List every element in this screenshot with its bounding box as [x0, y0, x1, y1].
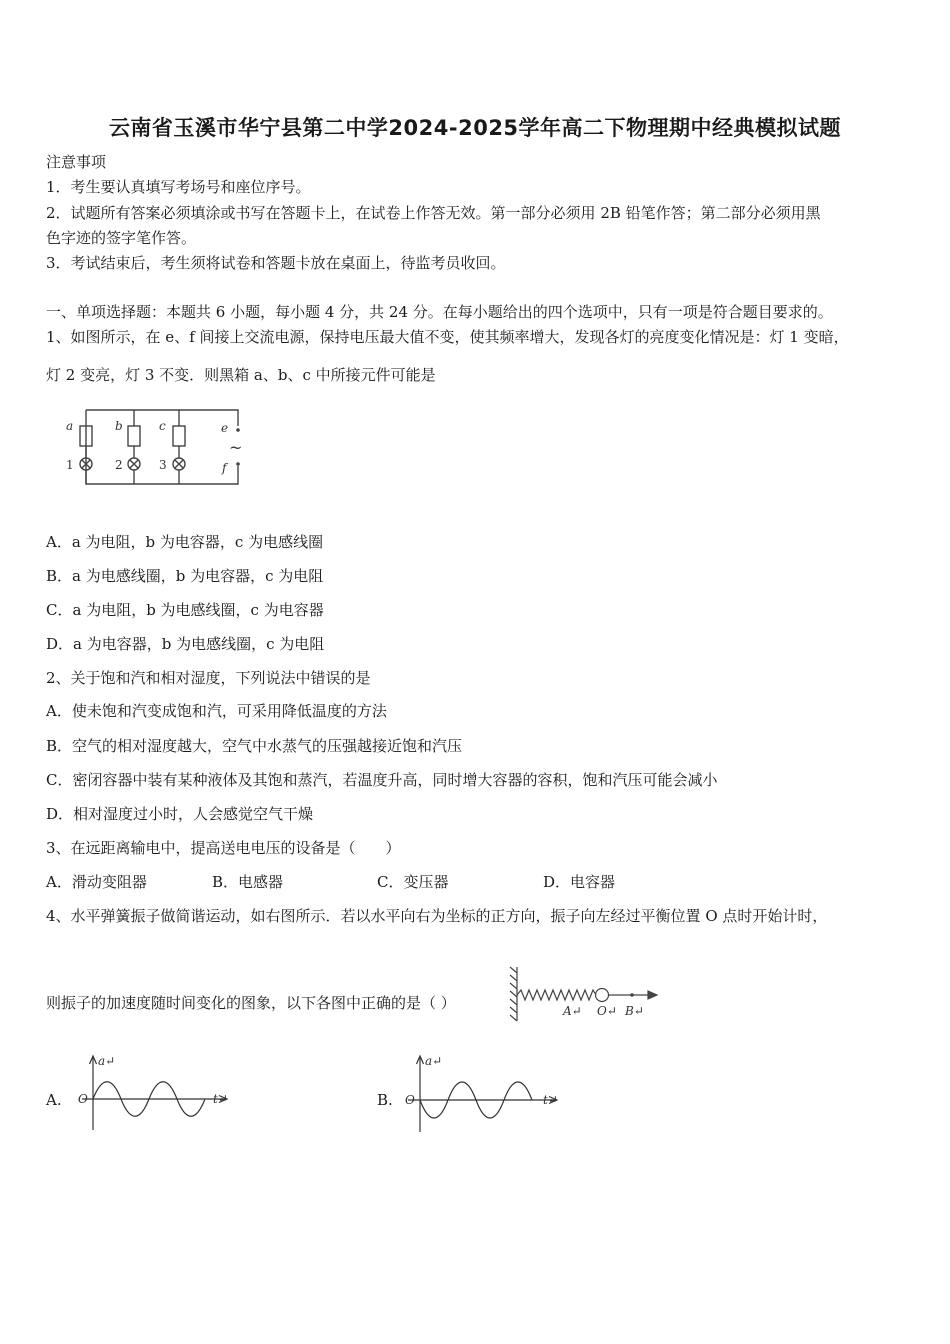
lamp-label-1: 1 [66, 458, 74, 472]
spring-label-a: A↵ [563, 1004, 582, 1018]
spring-label-b: B↵ [625, 1004, 644, 1018]
q1-option: B．a 为电感线圈，b 为电容器，c 为电阻 [46, 567, 324, 585]
graph-option-b [400, 1050, 570, 1136]
q3-option: D．电容器 [543, 873, 616, 891]
circuit-diagram [46, 396, 254, 496]
lamp-label-2: 2 [115, 458, 123, 472]
q4-option-label: B. [377, 1091, 393, 1109]
terminal-e: e [221, 421, 229, 435]
q3-option: A．滑动变阻器 [46, 873, 147, 891]
section-heading: 一、单项选择题：本题共 6 小题，每小题 4 分，共 24 分。在每小题给出的四个选项中，只有一项是符合题目要求的。 [46, 303, 833, 321]
q3-option: C．变压器 [377, 873, 449, 891]
terminal-f: f [222, 461, 227, 475]
lamp-label-3: 3 [159, 458, 167, 472]
q4-stem: 则振子的加速度随时间变化的图象，以下各图中正确的是（ ） [46, 994, 456, 1012]
graph-a-axis-y: a↵ [98, 1054, 116, 1068]
q2-stem: 2、关于饱和汽和相对湿度，下列说法中错误的是 [46, 669, 371, 687]
graph-b-axis-x: t↵ [543, 1093, 558, 1107]
box-label-c: c [159, 419, 166, 433]
notice-item: 色字迹的签字笔作答。 [46, 229, 197, 247]
box-label-b: b [115, 419, 123, 433]
q1-option: D．a 为电容器，b 为电感线圈，c 为电阻 [46, 635, 325, 653]
q2-option: D．相对湿度过小时，人会感觉空气干燥 [46, 805, 314, 823]
graph-b-axis-y: a↵ [425, 1054, 443, 1068]
spring-oscillator-diagram [505, 965, 665, 1023]
q1-option: A．a 为电阻，b 为电容器，c 为电感线圈 [46, 533, 324, 551]
q1-option: C．a 为电阻，b 为电感线圈，c 为电容器 [46, 601, 324, 619]
ac-source-symbol: ~ [229, 438, 243, 457]
notice-item: 2．试题所有答案必须填涂或书写在答题卡上，在试卷上作答无效。第一部分必须用 2B 铅笔作答；第二部分必须用黑 [46, 204, 821, 222]
graph-b-origin: O [405, 1093, 415, 1107]
graph-option-a [76, 1050, 236, 1134]
q2-option: B．空气的相对湿度越大，空气中水蒸气的压强越接近饱和汽压 [46, 737, 463, 755]
box-label-a: a [66, 419, 74, 433]
q2-option: A．使未饱和汽变成饱和汽，可采用降低温度的方法 [46, 702, 387, 720]
notice-item: 3．考试结束后，考生须将试卷和答题卡放在桌面上，待监考员收回。 [46, 254, 506, 272]
q4-stem: 4、水平弹簧振子做简谐运动，如右图所示．若以水平向右为坐标的正方向，振子向左经过平衡位置 O 点时开始计时， [46, 907, 828, 925]
graph-a-axis-x: t↵ [213, 1092, 228, 1106]
notice-heading: 注意事项 [46, 153, 107, 171]
q3-option: B．电感器 [212, 873, 284, 891]
q1-stem: 灯 2 变亮，灯 3 不变．则黑箱 a、b、c 中所接元件可能是 [46, 366, 436, 384]
q3-stem: 3、在远距离输电中，提高送电电压的设备是（ ） [46, 839, 401, 857]
q4-option-label: A. [46, 1091, 62, 1109]
q2-option: C．密闭容器中装有某种液体及其饱和蒸汽，若温度升高，同时增大容器的容积，饱和汽压可能会减小 [46, 771, 718, 789]
graph-a-origin: O [78, 1092, 88, 1106]
notice-item: 1．考生要认真填写考场号和座位序号。 [46, 178, 311, 196]
spring-label-o: O↵ [597, 1004, 617, 1018]
page-title: 云南省玉溪市华宁县第二中学2024-2025学年高二下物理期中经典模拟试题 [108, 116, 842, 140]
q1-stem: 1、如图所示，在 e、f 间接上交流电源，保持电压最大值不变，使其频率增大，发现各灯的亮度变化情况是：灯 1 变暗， [46, 328, 849, 346]
